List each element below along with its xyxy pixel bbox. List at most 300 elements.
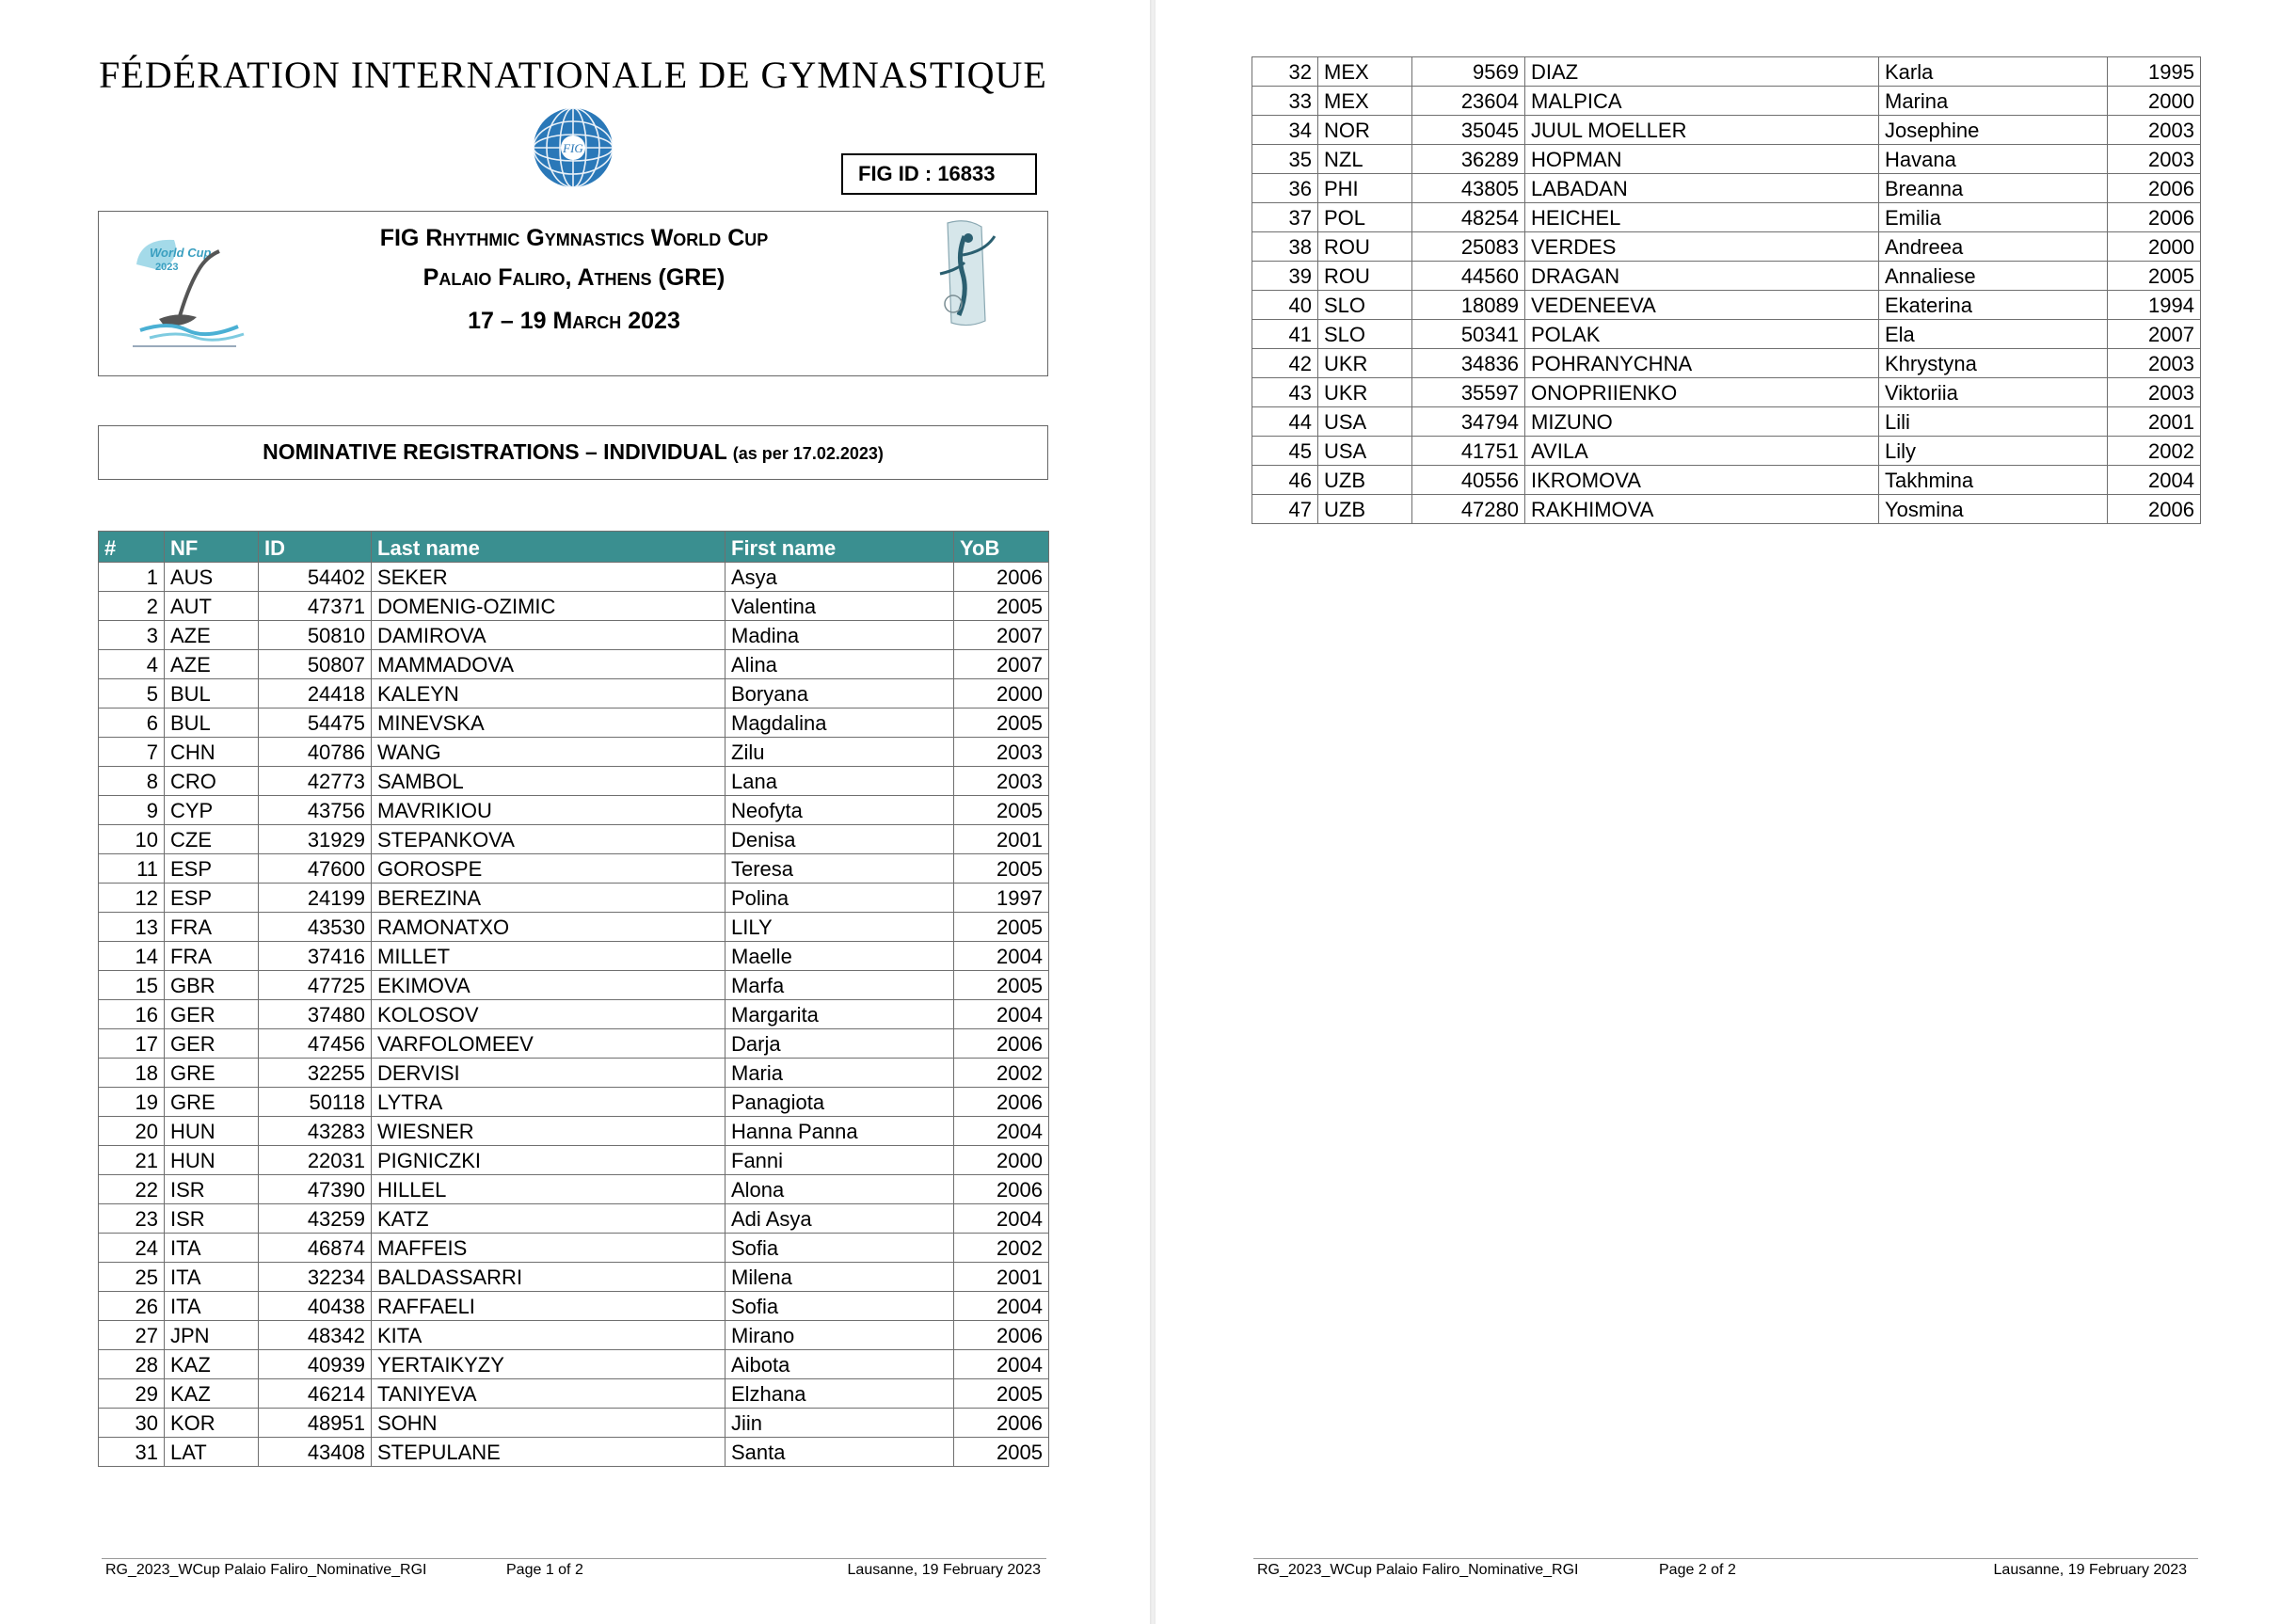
- table-row: [99, 1350, 1049, 1379]
- row-yob: 2003: [954, 738, 1049, 767]
- row-yob: 2005: [954, 1379, 1049, 1409]
- row-first-name: Lily: [1879, 437, 2108, 466]
- row-number: 14: [99, 942, 165, 971]
- row-nf: GER: [165, 1029, 259, 1059]
- nominative-date-note: (as per 17.02.2023): [732, 444, 884, 463]
- row-yob: 2003: [2108, 145, 2201, 174]
- row-nf: KAZ: [165, 1379, 259, 1409]
- row-yob: 2005: [954, 854, 1049, 884]
- row-yob: 2006: [954, 1409, 1049, 1438]
- row-nf: ITA: [165, 1292, 259, 1321]
- table-header-row: [99, 532, 1049, 563]
- row-last-name: RAKHIMOVA: [1525, 495, 1879, 524]
- footer-place-date-page1: Lausanne, 19 February 2023: [847, 1562, 1041, 1578]
- row-first-name: Alina: [725, 650, 954, 679]
- row-last-name: POHRANYCHNA: [1525, 349, 1879, 378]
- row-nf: ISR: [165, 1204, 259, 1234]
- row-first-name: Takhmina: [1879, 466, 2108, 495]
- row-yob: 2005: [2108, 262, 2201, 291]
- row-nf: ESP: [165, 884, 259, 913]
- row-yob: 2005: [954, 913, 1049, 942]
- event-dates: 17 – 19 March 2023: [468, 308, 680, 334]
- row-yob: 2004: [954, 1350, 1049, 1379]
- footer-doc-name-page2: RG_2023_WCup Palaio Faliro_Nominative_RGI: [1257, 1562, 1579, 1578]
- row-nf: JPN: [165, 1321, 259, 1350]
- fig-logo-letters: FIG: [563, 141, 583, 155]
- row-id: 40939: [259, 1350, 372, 1379]
- row-first-name: Darja: [725, 1029, 954, 1059]
- row-number: 12: [99, 884, 165, 913]
- row-first-name: Lana: [725, 767, 954, 796]
- row-last-name: MAMMADOVA: [372, 650, 725, 679]
- row-id: 37416: [259, 942, 372, 971]
- table-row: [99, 1175, 1049, 1204]
- row-yob: 2005: [954, 971, 1049, 1000]
- row-id: 25083: [1412, 232, 1525, 262]
- row-number: 24: [99, 1234, 165, 1263]
- row-nf: BUL: [165, 679, 259, 709]
- row-nf: GRE: [165, 1059, 259, 1088]
- row-nf: KOR: [165, 1409, 259, 1438]
- table-row: [1252, 145, 2201, 174]
- row-nf: UKR: [1318, 378, 1412, 407]
- row-nf: ISR: [165, 1175, 259, 1204]
- row-first-name: Maria: [725, 1059, 954, 1088]
- table-row: [99, 971, 1049, 1000]
- row-number: 1: [99, 563, 165, 592]
- footer-place-date-page2: Lausanne, 19 February 2023: [1993, 1562, 2187, 1578]
- table-row: [99, 913, 1049, 942]
- row-yob: 2000: [954, 679, 1049, 709]
- row-yob: 2006: [954, 1029, 1049, 1059]
- row-number: 27: [99, 1321, 165, 1350]
- table-row: [1252, 466, 2201, 495]
- row-last-name: MAFFEIS: [372, 1234, 725, 1263]
- row-nf: GER: [165, 1000, 259, 1029]
- table-row: [99, 563, 1049, 592]
- row-first-name: Fanni: [725, 1146, 954, 1175]
- row-number: 41: [1252, 320, 1318, 349]
- row-id: 18089: [1412, 291, 1525, 320]
- registrations-table-page1: [98, 531, 1049, 1467]
- row-id: 47456: [259, 1029, 372, 1059]
- row-id: 32234: [259, 1263, 372, 1292]
- row-id: 35597: [1412, 378, 1525, 407]
- row-nf: FRA: [165, 942, 259, 971]
- row-id: 48254: [1412, 203, 1525, 232]
- row-last-name: IKROMOVA: [1525, 466, 1879, 495]
- row-last-name: TANIYEVA: [372, 1379, 725, 1409]
- row-id: 41751: [1412, 437, 1525, 466]
- table-row: [99, 1029, 1049, 1059]
- row-number: 22: [99, 1175, 165, 1204]
- row-last-name: RAFFAELI: [372, 1292, 725, 1321]
- row-last-name: DIAZ: [1525, 57, 1879, 87]
- row-last-name: KALEYN: [372, 679, 725, 709]
- row-last-name: SEKER: [372, 563, 725, 592]
- table-row: [99, 592, 1049, 621]
- row-first-name: Emilia: [1879, 203, 2108, 232]
- row-nf: NOR: [1318, 116, 1412, 145]
- row-last-name: BALDASSARRI: [372, 1263, 725, 1292]
- row-yob: 2002: [954, 1234, 1049, 1263]
- col-header-yob: YoB: [954, 532, 1049, 563]
- row-yob: 2004: [954, 1204, 1049, 1234]
- table-row: [1252, 320, 2201, 349]
- fig-id-box: FIG ID : 16833: [841, 153, 1037, 195]
- col-header-number: #: [99, 532, 165, 563]
- row-first-name: Andreea: [1879, 232, 2108, 262]
- row-first-name: Maelle: [725, 942, 954, 971]
- row-number: 40: [1252, 291, 1318, 320]
- row-yob: 1994: [2108, 291, 2201, 320]
- row-number: 31: [99, 1438, 165, 1467]
- row-first-name: Adi Asya: [725, 1204, 954, 1234]
- table-row: [99, 854, 1049, 884]
- row-last-name: DERVISI: [372, 1059, 725, 1088]
- row-nf: GBR: [165, 971, 259, 1000]
- row-id: 43408: [259, 1438, 372, 1467]
- row-first-name: Josephine: [1879, 116, 2108, 145]
- row-id: 43283: [259, 1117, 372, 1146]
- row-yob: 2000: [2108, 87, 2201, 116]
- row-last-name: RAMONATXO: [372, 913, 725, 942]
- row-number: 39: [1252, 262, 1318, 291]
- row-yob: 2006: [954, 1088, 1049, 1117]
- table-row: [1252, 116, 2201, 145]
- row-first-name: Breanna: [1879, 174, 2108, 203]
- row-first-name: Aibota: [725, 1350, 954, 1379]
- row-last-name: HOPMAN: [1525, 145, 1879, 174]
- row-number: 38: [1252, 232, 1318, 262]
- row-yob: 2004: [954, 1117, 1049, 1146]
- row-id: 43530: [259, 913, 372, 942]
- row-first-name: Magdalina: [725, 709, 954, 738]
- row-id: 46874: [259, 1234, 372, 1263]
- row-first-name: Jiin: [725, 1409, 954, 1438]
- row-number: 16: [99, 1000, 165, 1029]
- table-row: [99, 1292, 1049, 1321]
- row-number: 28: [99, 1350, 165, 1379]
- table-row: [99, 942, 1049, 971]
- row-id: 22031: [259, 1146, 372, 1175]
- row-last-name: KITA: [372, 1321, 725, 1350]
- row-number: 26: [99, 1292, 165, 1321]
- table-row: [99, 738, 1049, 767]
- row-nf: UZB: [1318, 466, 1412, 495]
- row-last-name: MALPICA: [1525, 87, 1879, 116]
- col-header-id: ID: [259, 532, 372, 563]
- table-row: [99, 1263, 1049, 1292]
- table-body-page1: [99, 563, 1049, 1467]
- row-yob: 2006: [954, 1321, 1049, 1350]
- col-header-last-name: Last name: [372, 532, 725, 563]
- row-first-name: Annaliese: [1879, 262, 2108, 291]
- row-yob: 2004: [954, 942, 1049, 971]
- col-header-nf: NF: [165, 532, 259, 563]
- row-nf: AZE: [165, 621, 259, 650]
- table-row: [99, 1059, 1049, 1088]
- row-last-name: EKIMOVA: [372, 971, 725, 1000]
- table-row: [99, 1204, 1049, 1234]
- row-number: 2: [99, 592, 165, 621]
- row-last-name: STEPULANE: [372, 1438, 725, 1467]
- footer-doc-name-page1: RG_2023_WCup Palaio Faliro_Nominative_RGI: [105, 1562, 427, 1578]
- row-id: 54402: [259, 563, 372, 592]
- row-first-name: Teresa: [725, 854, 954, 884]
- row-last-name: PIGNICZKI: [372, 1146, 725, 1175]
- row-first-name: Boryana: [725, 679, 954, 709]
- row-number: 13: [99, 913, 165, 942]
- row-id: 47390: [259, 1175, 372, 1204]
- row-number: 20: [99, 1117, 165, 1146]
- row-first-name: Alona: [725, 1175, 954, 1204]
- footer-rule-page2: [1253, 1558, 2198, 1559]
- table-row: [99, 1117, 1049, 1146]
- row-last-name: MILLET: [372, 942, 725, 971]
- row-nf: GRE: [165, 1088, 259, 1117]
- row-last-name: MIZUNO: [1525, 407, 1879, 437]
- row-yob: 2006: [2108, 495, 2201, 524]
- table-row: [99, 796, 1049, 825]
- table-row: [1252, 437, 2201, 466]
- row-first-name: Neofyta: [725, 796, 954, 825]
- fig-globe-logo: [531, 105, 615, 190]
- table-row: [99, 1438, 1049, 1467]
- row-number: 33: [1252, 87, 1318, 116]
- footer-page-number-page1: Page 1 of 2: [506, 1562, 583, 1578]
- row-yob: 2006: [954, 563, 1049, 592]
- row-id: 44560: [1412, 262, 1525, 291]
- row-first-name: Polina: [725, 884, 954, 913]
- row-id: 40786: [259, 738, 372, 767]
- row-nf: HUN: [165, 1146, 259, 1175]
- row-yob: 2007: [954, 621, 1049, 650]
- row-first-name: Ela: [1879, 320, 2108, 349]
- row-nf: AUS: [165, 563, 259, 592]
- row-number: 46: [1252, 466, 1318, 495]
- row-id: 50118: [259, 1088, 372, 1117]
- row-first-name: Khrystyna: [1879, 349, 2108, 378]
- row-first-name: Margarita: [725, 1000, 954, 1029]
- row-number: 5: [99, 679, 165, 709]
- row-number: 6: [99, 709, 165, 738]
- row-yob: 2006: [2108, 174, 2201, 203]
- col-header-first-name: First name: [725, 532, 954, 563]
- table-row: [1252, 407, 2201, 437]
- table-row: [99, 1379, 1049, 1409]
- nominative-title-box: [98, 425, 1048, 480]
- row-last-name: LYTRA: [372, 1088, 725, 1117]
- row-last-name: WANG: [372, 738, 725, 767]
- row-first-name: Sofia: [725, 1292, 954, 1321]
- event-location: Palaio Faliro, Athens (GRE): [423, 264, 725, 291]
- table-row: [99, 767, 1049, 796]
- row-last-name: LABADAN: [1525, 174, 1879, 203]
- row-last-name: GOROSPE: [372, 854, 725, 884]
- row-id: 54475: [259, 709, 372, 738]
- table-row: [99, 1234, 1049, 1263]
- row-id: 24199: [259, 884, 372, 913]
- row-nf: ITA: [165, 1263, 259, 1292]
- row-id: 40438: [259, 1292, 372, 1321]
- row-last-name: MINEVSKA: [372, 709, 725, 738]
- row-first-name: Denisa: [725, 825, 954, 854]
- row-number: 23: [99, 1204, 165, 1234]
- row-nf: POL: [1318, 203, 1412, 232]
- row-nf: USA: [1318, 437, 1412, 466]
- row-number: 44: [1252, 407, 1318, 437]
- federation-title: FÉDÉRATION INTERNATIONALE DE GYMNASTIQUE: [99, 54, 1047, 96]
- row-yob: 2003: [954, 767, 1049, 796]
- row-number: 19: [99, 1088, 165, 1117]
- row-id: 9569: [1412, 57, 1525, 87]
- row-first-name: Marfa: [725, 971, 954, 1000]
- row-last-name: POLAK: [1525, 320, 1879, 349]
- row-first-name: Yosmina: [1879, 495, 2108, 524]
- row-nf: USA: [1318, 407, 1412, 437]
- row-nf: HUN: [165, 1117, 259, 1146]
- row-nf: MEX: [1318, 57, 1412, 87]
- row-number: 42: [1252, 349, 1318, 378]
- row-id: 40556: [1412, 466, 1525, 495]
- row-first-name: Ekaterina: [1879, 291, 2108, 320]
- row-yob: 2005: [954, 796, 1049, 825]
- row-id: 43805: [1412, 174, 1525, 203]
- row-id: 35045: [1412, 116, 1525, 145]
- row-yob: 2006: [954, 1175, 1049, 1204]
- row-yob: 2007: [954, 650, 1049, 679]
- table-row: [99, 1000, 1049, 1029]
- row-first-name: Valentina: [725, 592, 954, 621]
- row-nf: LAT: [165, 1438, 259, 1467]
- registrations-table-page2: [1252, 56, 2201, 524]
- row-last-name: DRAGAN: [1525, 262, 1879, 291]
- row-yob: 2005: [954, 592, 1049, 621]
- row-number: 29: [99, 1379, 165, 1409]
- row-first-name: Madina: [725, 621, 954, 650]
- row-id: 46214: [259, 1379, 372, 1409]
- row-first-name: Marina: [1879, 87, 2108, 116]
- row-last-name: DAMIROVA: [372, 621, 725, 650]
- row-nf: CHN: [165, 738, 259, 767]
- row-last-name: DOMENIG-OZIMIC: [372, 592, 725, 621]
- row-first-name: Havana: [1879, 145, 2108, 174]
- world-cup-logo: [121, 232, 253, 355]
- table-row: [1252, 262, 2201, 291]
- row-number: 18: [99, 1059, 165, 1088]
- row-yob: 1995: [2108, 57, 2201, 87]
- row-last-name: AVILA: [1525, 437, 1879, 466]
- table-row: [1252, 57, 2201, 87]
- row-nf: KAZ: [165, 1350, 259, 1379]
- row-number: 15: [99, 971, 165, 1000]
- row-yob: 2002: [2108, 437, 2201, 466]
- row-nf: UKR: [1318, 349, 1412, 378]
- table-row: [1252, 291, 2201, 320]
- row-nf: UZB: [1318, 495, 1412, 524]
- table-row: [1252, 203, 2201, 232]
- row-first-name: Karla: [1879, 57, 2108, 87]
- row-number: 3: [99, 621, 165, 650]
- table-row: [1252, 87, 2201, 116]
- table-row: [1252, 495, 2201, 524]
- row-last-name: KATZ: [372, 1204, 725, 1234]
- row-yob: 2006: [2108, 203, 2201, 232]
- row-last-name: HEICHEL: [1525, 203, 1879, 232]
- row-last-name: BEREZINA: [372, 884, 725, 913]
- row-yob: 2003: [2108, 116, 2201, 145]
- row-number: 37: [1252, 203, 1318, 232]
- row-last-name: YERTAIKYZY: [372, 1350, 725, 1379]
- row-yob: 2000: [954, 1146, 1049, 1175]
- event-box: [98, 211, 1048, 376]
- table-row: [1252, 349, 2201, 378]
- row-last-name: JUUL MOELLER: [1525, 116, 1879, 145]
- table-row: [99, 825, 1049, 854]
- row-number: 11: [99, 854, 165, 884]
- row-last-name: SAMBOL: [372, 767, 725, 796]
- row-nf: PHI: [1318, 174, 1412, 203]
- row-id: 23604: [1412, 87, 1525, 116]
- table-row: [99, 884, 1049, 913]
- row-number: 7: [99, 738, 165, 767]
- row-nf: ITA: [165, 1234, 259, 1263]
- row-id: 47600: [259, 854, 372, 884]
- table-row: [99, 621, 1049, 650]
- row-yob: 2004: [954, 1292, 1049, 1321]
- row-number: 8: [99, 767, 165, 796]
- row-first-name: Lili: [1879, 407, 2108, 437]
- row-nf: BUL: [165, 709, 259, 738]
- row-id: 31929: [259, 825, 372, 854]
- row-first-name: Zilu: [725, 738, 954, 767]
- row-nf: CZE: [165, 825, 259, 854]
- table-row: [99, 650, 1049, 679]
- row-yob: 2002: [954, 1059, 1049, 1088]
- row-nf: ROU: [1318, 262, 1412, 291]
- row-first-name: Panagiota: [725, 1088, 954, 1117]
- row-yob: 2003: [2108, 378, 2201, 407]
- table-row: [99, 1088, 1049, 1117]
- row-number: 30: [99, 1409, 165, 1438]
- row-first-name: Asya: [725, 563, 954, 592]
- table-row: [99, 1409, 1049, 1438]
- row-yob: 2005: [954, 1438, 1049, 1467]
- row-id: 43756: [259, 796, 372, 825]
- row-nf: SLO: [1318, 320, 1412, 349]
- row-nf: FRA: [165, 913, 259, 942]
- row-nf: ROU: [1318, 232, 1412, 262]
- table-row: [99, 1321, 1049, 1350]
- row-last-name: MAVRIKIOU: [372, 796, 725, 825]
- row-last-name: STEPANKOVA: [372, 825, 725, 854]
- row-number: 36: [1252, 174, 1318, 203]
- row-nf: AZE: [165, 650, 259, 679]
- row-number: 9: [99, 796, 165, 825]
- row-yob: 2005: [954, 709, 1049, 738]
- row-id: 47725: [259, 971, 372, 1000]
- table-row: [99, 1146, 1049, 1175]
- row-yob: 2004: [954, 1000, 1049, 1029]
- row-yob: 2004: [2108, 466, 2201, 495]
- row-first-name: Viktoriia: [1879, 378, 2108, 407]
- wc-logo-title: World Cup: [150, 246, 212, 260]
- row-last-name: ONOPRIIENKO: [1525, 378, 1879, 407]
- row-id: 50341: [1412, 320, 1525, 349]
- row-number: 43: [1252, 378, 1318, 407]
- row-number: 32: [1252, 57, 1318, 87]
